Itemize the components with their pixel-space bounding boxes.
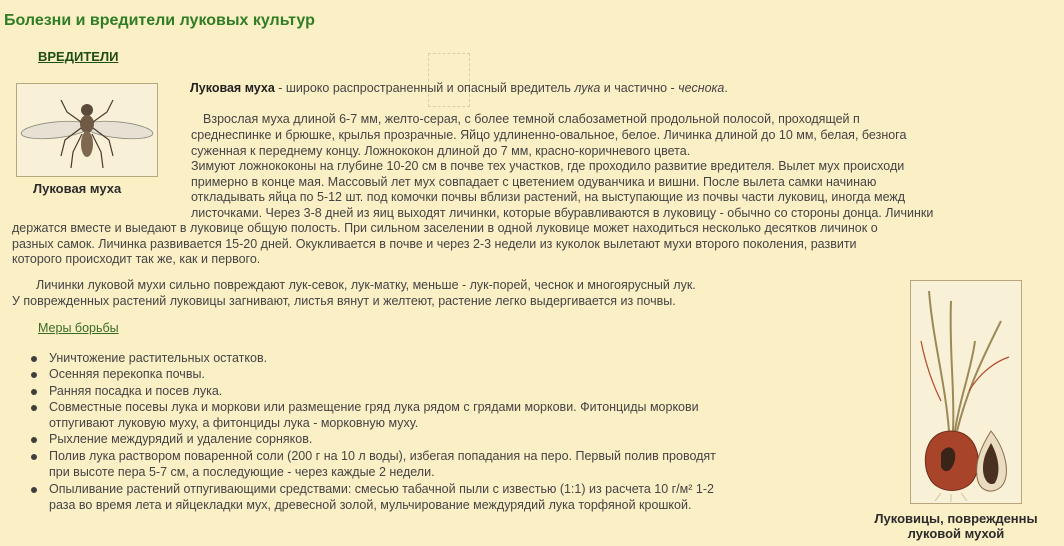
list-item: Полив лука раствором поваренной соли (200 г на 10 л воды), избегая попадания на перо. Первый полив проводят [49,449,716,463]
list-item-continuation: отпугивают луковую муху, а фитонциды лука - морковную муху. [49,416,419,430]
list-item-continuation: при высоте пера 5-7 см, а последующие - через каждые 2 недели. [49,465,435,479]
text-line: примерно в конце мая. Массовый лет мух совпадает с цветением одуванчика и вишни. После вылета самки начинаю [191,175,877,189]
bullet-icon [31,372,37,378]
list-item: Опыливание растений отпугивающими средствами: смесью табачной пыли с известью (1:1) из расчета 10 г/м² 1-2 [49,482,714,496]
onion-fly-image [16,83,158,177]
list-item: Ранняя посадка и посев лука. [49,384,223,398]
text-line: суженная к переднему концу. Ложнококон длиной до 7 мм, красно-коричневого цвета. [191,144,691,158]
bullet-icon [31,389,37,395]
text-line: Зимуют ложнококоны на глубине 10-20 см в почве тех участков, где проходило развитие вредителя. Вылет мух происходи [191,159,905,173]
text-line: откладывать яйца по 5-12 шт. под комочки почвы вблизи растений, на выступающие из почвы части луковиц, иногда межд [191,190,906,204]
list-item: Совместные посевы лука и моркови или размещение гряд лука рядом с грядами моркови. Фитонциды моркови [49,400,699,414]
text-line: Взрослая муха длиной 6-7 мм, желто-серая, с более темной слабозаметной продольной полосой, проходящей п [203,112,860,126]
bullet-icon [31,454,37,460]
page-title: Болезни и вредители луковых культур [4,12,315,29]
text-line: разных самок. Личинка развивается 15-20 дней. Окукливается в почве и через 2-3 недели из куколок вылетают мухи второго поколения, развити [12,237,857,251]
fly-illustration [20,100,153,168]
onion-illustration [921,291,1009,502]
text-line: листочками. Через 3-8 дней из яиц выходят личинки, которые вбуравливаются в луковицу - обычно со стороны донца. Личинки [191,206,934,220]
text-line: У поврежденных растений луковицы загнивают, листья вянут и желтеют, растение легко выдергивается из почвы. [12,294,676,308]
list-item: Осенняя перекопка почвы. [49,367,205,381]
text-line: держатся вместе и выедают в луковице общую полость. При сильном заселении в одной луковице может находиться несколько десятков личинок о [12,221,878,235]
measures-heading: Меры борьбы [38,321,119,335]
bullet-icon [31,487,37,493]
section-heading: ВРЕДИТЕЛИ [38,49,119,64]
text-line: Личинки луковой мухи сильно повреждают лук-севок, лук-матку, меньше - лук-порей, чеснок и многоярусный лук. [36,278,696,292]
list-item: Рыхление междурядий и удаление сорняков. [49,432,313,446]
bullet-icon [31,405,37,411]
damaged-onion-image [910,280,1022,504]
bullet-icon [31,437,37,443]
list-item: Уничтожение растительных остатков. [49,351,268,365]
intro-line: Луковая муха - широко распространенный и опасный вредитель лука и частично - чеснока. [190,81,728,95]
text-line: которого происходит так же, как и первого. [12,252,261,266]
text-line: среднеспинке и брюшке, крылья прозрачные. Яйцо удлиненно-овальное, белое. Личинка длиной до 10 мм, белая, безнога [191,128,907,142]
bullet-icon [31,356,37,362]
intro-name: Луковая муха [190,81,275,95]
fly-caption: Луковая муха [33,181,122,196]
list-item-continuation: раза во время лета и яйцекладки мух, древесной золой, мульчирование междурядий лука торфяной крошкой. [49,498,692,512]
onion-caption: Луковицы, поврежденны луковой мухой [874,511,1038,541]
